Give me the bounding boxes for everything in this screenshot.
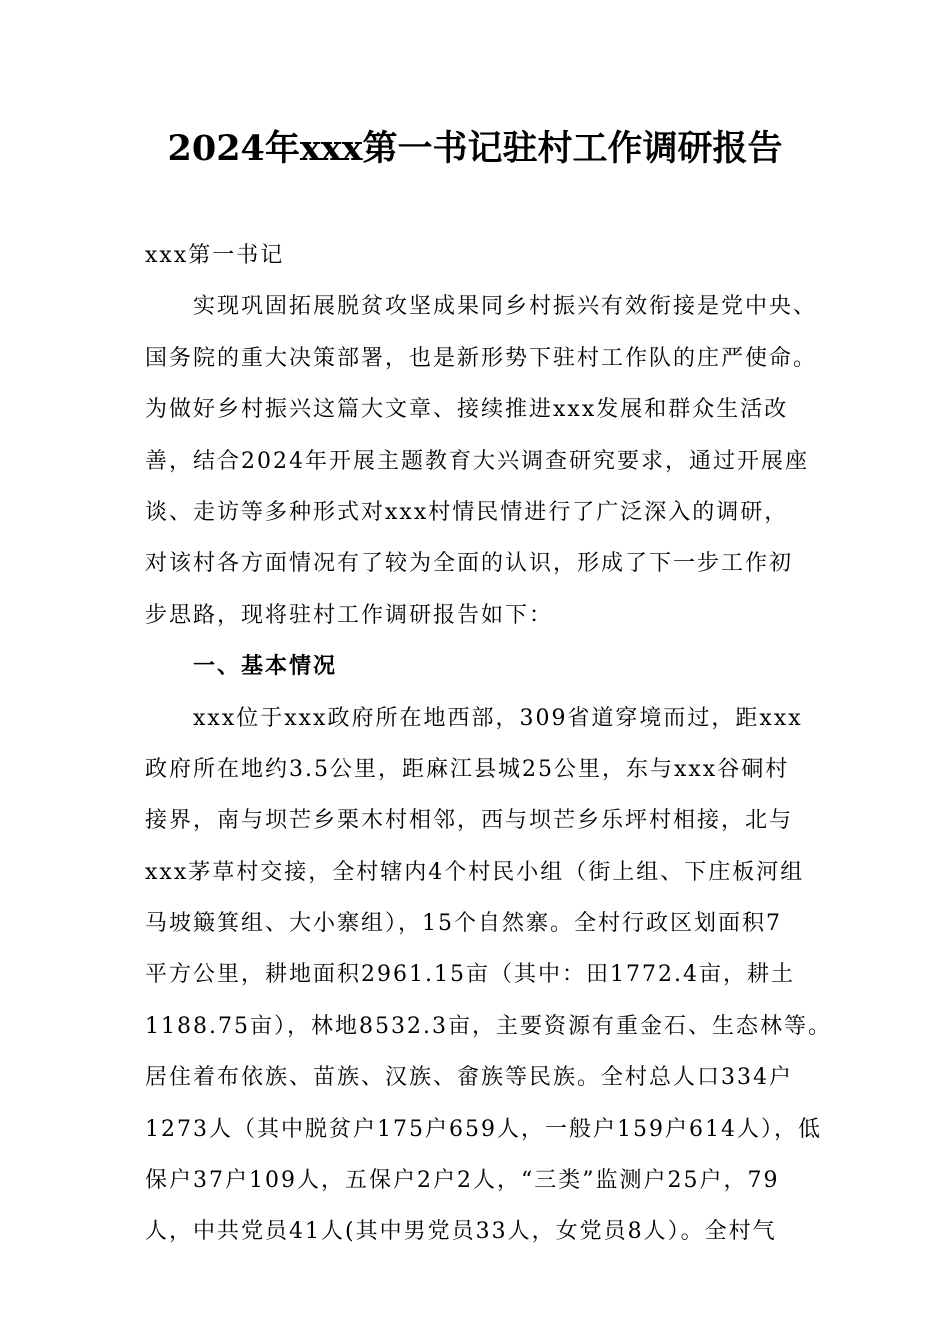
section-paragraph-line: xxx位于xxx政府所在地西部，309省道穿境而过，距xxx: [193, 705, 803, 731]
intro-paragraph-line: 善，结合2024年开展主题教育大兴调查研究要求，通过开展座: [145, 448, 809, 474]
section-heading-basic-info: 一、基本情况: [193, 654, 338, 680]
intro-paragraph-line: 对该村各方面情况有了较为全面的认识，形成了下一步工作初: [145, 551, 794, 577]
author-line: xxx第一书记: [145, 243, 285, 268]
section-paragraph-line: 居住着布依族、苗族、汉族、畲族等民族。全村总人口334户: [145, 1065, 793, 1091]
section-paragraph-line: 马坡簸箕组、大小寨组），15个自然寨。全村行政区划面积7: [145, 911, 782, 937]
intro-paragraph-line: 国务院的重大决策部署，也是新形势下驻村工作队的庄严使命。: [145, 345, 818, 371]
intro-paragraph-line: 步思路，现将驻村工作调研报告如下：: [145, 602, 554, 628]
section-paragraph-line: 接界，南与坝芒乡栗木村相邻，西与坝芒乡乐坪村相接，北与: [145, 808, 794, 834]
section-paragraph-line: 政府所在地约3.5公里，距麻江县城25公里，东与xxx谷硐村: [145, 756, 790, 782]
section-paragraph-line: 人，中共党员41人(其中男党员33人，女党员8人）。全村气: [145, 1219, 777, 1245]
intro-paragraph-line: 实现巩固拓展脱贫攻坚成果同乡村振兴有效衔接是党中央、: [193, 294, 818, 320]
section-paragraph-line: 1188.75亩），林地8532.3亩，主要资源有重金石、生态林等。: [145, 1013, 832, 1039]
section-paragraph-line: 1273人（其中脱贫户175户659人，一般户159户614人），低: [145, 1116, 822, 1142]
section-paragraph-line: xxx茅草村交接，全村辖内4个村民小组（街上组、下庄板河组: [145, 859, 805, 885]
intro-paragraph-line: 谈、走访等多种形式对xxx村情民情进行了广泛深入的调研，: [145, 499, 789, 525]
document-body: [145, 230, 832, 1258]
section-paragraph-line: 保户37户109人，五保户2户2人，“三类”监测户25户，79: [145, 1168, 780, 1194]
intro-paragraph-line: 为做好乡村振兴这篇大文章、接续推进xxx发展和群众生活改: [145, 397, 789, 423]
section-paragraph-line: 平方公里，耕地面积2961.15亩（其中：田1772.4亩，耕土: [145, 962, 795, 988]
document-title: 2024年xxx第一书记驻村工作调研报告: [167, 128, 783, 169]
